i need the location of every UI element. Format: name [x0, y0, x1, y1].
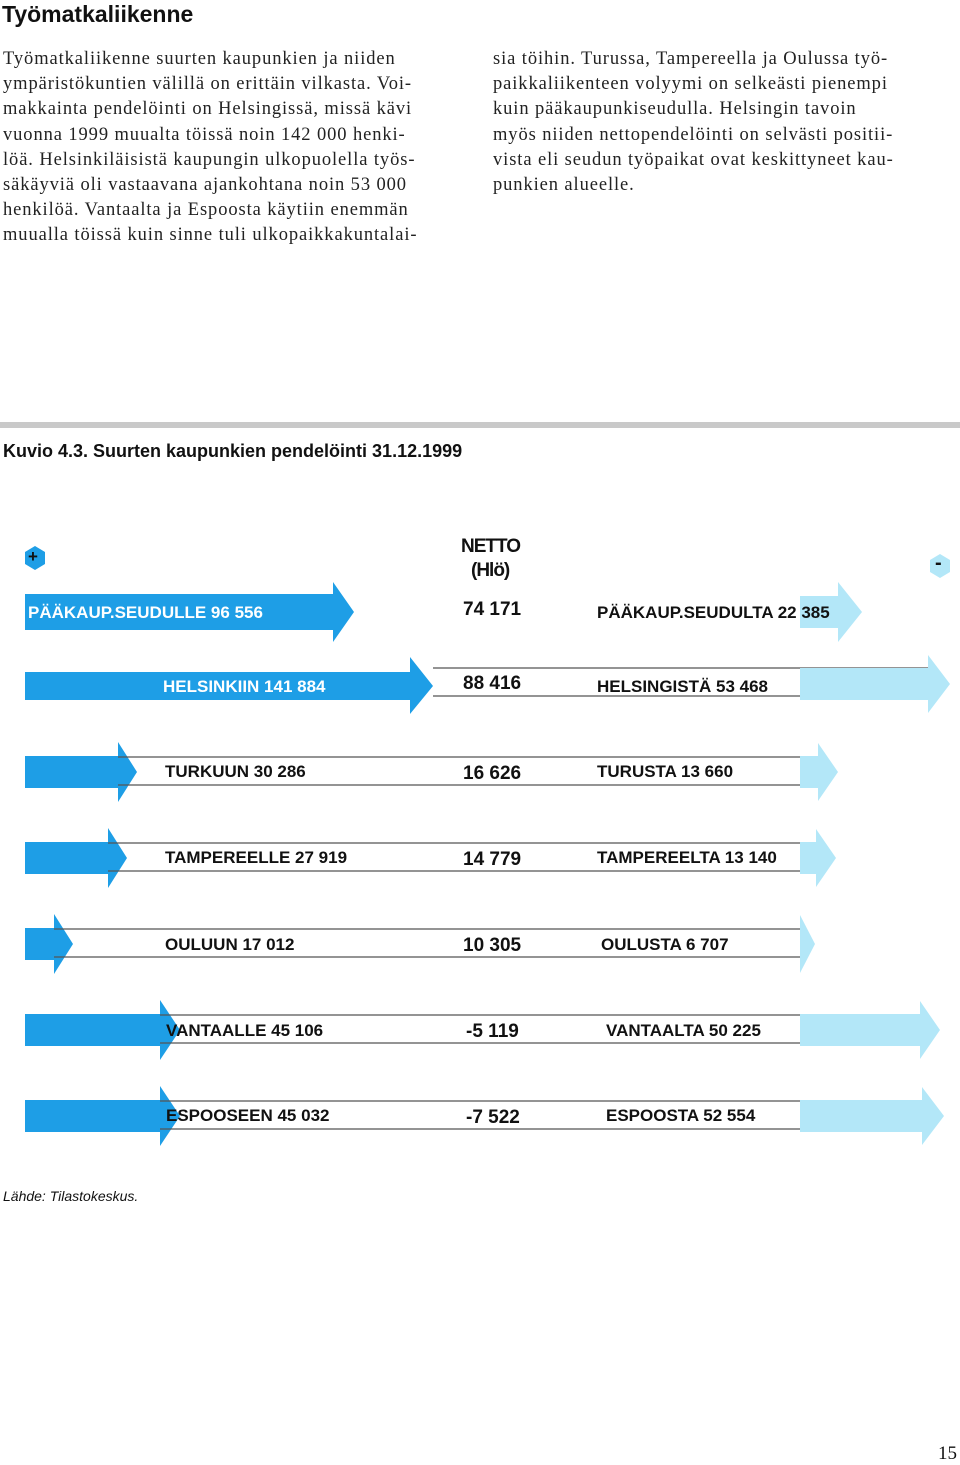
inflow-label: OULUUN 17 012 [165, 935, 295, 954]
body-line: ympäristökuntien välillä on erittäin vilkasta. Voi- [3, 74, 412, 95]
inflow-label: HELSINKIIN 141 884 [163, 677, 326, 696]
inflow-arrow [25, 914, 73, 974]
commuting-diagram [0, 500, 960, 1180]
net-value: 10 305 [463, 935, 522, 956]
inflow-label: TURKUUN 30 286 [165, 762, 306, 781]
body-text-right-column [493, 47, 959, 198]
outflow-label: OULUSTA 6 707 [601, 935, 729, 954]
outflow-arrow [800, 1087, 944, 1145]
net-value: -7 522 [466, 1107, 520, 1128]
outflow-arrow [800, 743, 838, 801]
inflow-label: PÄÄKAUP.SEUDULLE 96 556 [28, 603, 263, 622]
inflow-label: VANTAALLE 45 106 [166, 1021, 324, 1040]
source-note: Lähde: Tilastokeskus. [3, 1188, 139, 1204]
body-line: Työmatkaliikenne suurten kaupunkien ja niiden [3, 49, 396, 69]
body-line: makkainta pendelöinti on Helsingissä, missä kävi [3, 99, 413, 120]
section-divider [0, 422, 960, 428]
body-line: henkilöä. Vantaalta ja Espoosta käytiin enemmän [3, 200, 409, 221]
body-line: myös niiden nettopendelöinti on selvästi positii- [493, 124, 894, 145]
net-value: 16 626 [463, 763, 522, 784]
net-value: 74 171 [463, 599, 522, 620]
outflow-arrow [800, 915, 815, 973]
outflow-label: ESPOOSTA 52 554 [606, 1106, 756, 1125]
body-line: vuonna 1999 muualta töissä noin 142 000 henki- [3, 124, 406, 145]
net-header: NETTO [461, 536, 521, 557]
minus-sign: - [935, 552, 942, 574]
inflow-label: ESPOOSEEN 45 032 [166, 1106, 330, 1125]
page-number: 15 [938, 1443, 957, 1464]
inflow-arrow [25, 1000, 180, 1060]
section-heading: Työmatkaliikenne [2, 1, 194, 27]
body-line: vista eli seudun työpaikat ovat keskittyneet kau- [493, 149, 894, 170]
plus-sign: + [28, 547, 38, 566]
net-value: -5 119 [466, 1021, 519, 1042]
outflow-label: PÄÄKAUP.SEUDULTA 22 385 [597, 603, 830, 622]
body-line: säkäyviä oli vastaavana ajankohtana noin 53 000 [3, 175, 407, 196]
outflow-arrow [800, 829, 836, 887]
outflow-arrow [800, 1001, 940, 1059]
outflow-arrow [800, 655, 950, 713]
body-line: löä. Helsinkiläisistä kaupungin ulkopuolella työs- [3, 149, 416, 170]
outflow-label: TURUSTA 13 660 [597, 762, 734, 781]
outflow-label: TAMPEREELTA 13 140 [597, 848, 777, 867]
body-line: sia töihin. Turussa, Tampereella ja Oulussa työ- [493, 49, 889, 69]
outflow-label: HELSINGISTÄ 53 468 [597, 677, 769, 696]
inflow-arrow [25, 742, 137, 802]
net-value: 14 779 [463, 849, 522, 870]
body-line: paikkaliikenteen volyymi on selkeästi pienempi [493, 74, 888, 95]
body-line: kuin pääkaupunkiseudulla. Helsingin tavoin [493, 99, 857, 120]
body-text-left-column [3, 47, 471, 249]
net-value: 88 416 [463, 673, 522, 694]
net-header-unit: (Hlö) [471, 560, 510, 581]
inflow-arrow [25, 1086, 180, 1146]
inflow-arrow [25, 828, 127, 888]
outflow-label: VANTAALTA 50 225 [606, 1021, 761, 1040]
body-line: muualla töissä kuin sinne tuli ulkopaikkakuntalai- [3, 225, 418, 246]
figure-caption: Kuvio 4.3. Suurten kaupunkien pendelöinti 31.12.1999 [3, 441, 463, 461]
inflow-label: TAMPEREELLE 27 919 [165, 848, 348, 867]
body-line: punkien alueelle. [493, 175, 635, 196]
